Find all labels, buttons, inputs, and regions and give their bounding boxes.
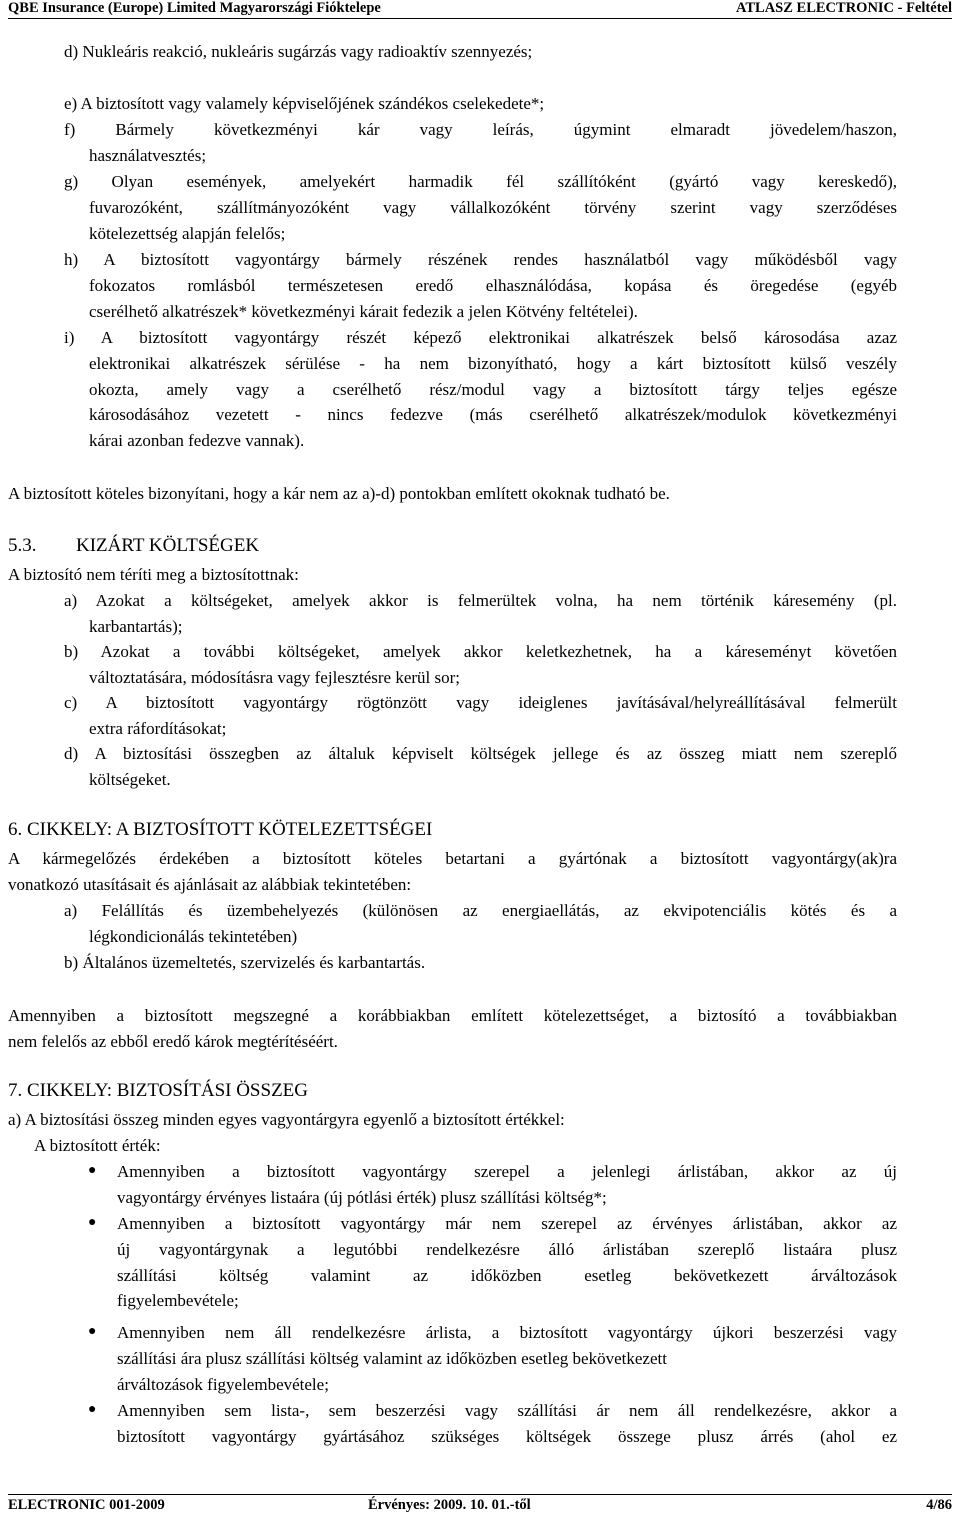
section-6-closing: Amennyiben a biztosított megszegné a korábbiakban említett kötelezettséget, a biztosító a továbbiakban nem felelős az ebből eredő károk megtérítéséért. xyxy=(8,1006,897,1051)
bullet-icon: ● xyxy=(88,1324,97,1339)
page-footer xyxy=(8,1494,952,1517)
footer-document-code: ELECTRONIC 001-2009 xyxy=(8,1497,165,1513)
section-6-intro: A kármegelőzés érdekében a biztosított köteles betartani a gyártónak a biztosított vagyontárgy(ak)ra vonatkozó utasításait és ajánlásait az alábbiak tekintetében: xyxy=(8,849,897,894)
section-5-3-heading: 5.3. KIZÁRT KÖLTSÉGEK xyxy=(8,535,260,556)
item-h: h) A biztosított vagyontárgy bármely részének rendes használatból vagy működésből vagy fokozatos romlásból természetesen eredő elhasználódása, kopása és öregedése (egyéb cserélhető alkatrészek* következményi kárait fedezik a jelen Kötvény feltételei). xyxy=(64,250,897,321)
bullet-icon: ● xyxy=(88,1215,97,1230)
insured-value-heading: A biztosított érték: xyxy=(34,1136,161,1155)
obligation-item-b: b) Általános üzemeltetés, szervizelés és karbantartás. xyxy=(64,953,426,972)
bullet-item: Amennyiben nem áll rendelkezésre árlista, a biztosított vagyontárgy újkori beszerzési vagy szállítási ára plusz szállítási költség valamint az időközben esetleg bekövetkezett árváltozások figyelembevétele; xyxy=(117,1323,897,1394)
section-7-heading: 7. CIKKELY: BIZTOSÍTÁSI ÖSSZEG xyxy=(8,1080,309,1101)
cost-item-c: c) A biztosított vagyontárgy rögtönzött vagy ideiglenes javításával/helyreállításával felmerült extra ráfordításokat; xyxy=(64,693,897,738)
section-5-3-intro: A biztosító nem téríti meg a biztosítottnak: xyxy=(8,565,299,584)
section-6-heading: 6. CIKKELY: A BIZTOSÍTOTT KÖTELEZETTSÉGEI xyxy=(8,819,433,840)
header-document: ATLASZ ELECTRONIC - Feltétel xyxy=(735,0,952,16)
proof-note: A biztosított köteles bizonyítani, hogy a kár nem az a)-d) pontokban említett okoknak tudható be. xyxy=(8,484,670,503)
bullet-item: Amennyiben a biztosított vagyontárgy szerepel a jelenlegi árlistában, akkor az új vagyontárgy érvényes listaára (új pótlási érték) plusz szállítási költség*; xyxy=(117,1162,897,1207)
cost-item-a: a) Azokat a költségeket, amelyek akkor is felmerültek volna, ha nem történik káresemény (pl. karbantartás); xyxy=(64,591,897,636)
bullet-icon: ● xyxy=(88,1163,97,1178)
bullet-item: Amennyiben sem lista-, sem beszerzési vagy szállítási ár nem áll rendelkezésre, akkor a biztosított vagyontárgy gyártásához szükséges költségek összege plusz árrés (ahol ez xyxy=(117,1401,897,1446)
obligation-item-a: a) Felállítás és üzembehelyezés (különösen az energiaellátás, az ekvipotenciális kötés és a légkondicionálás tekintetében) xyxy=(64,901,897,946)
header-company: QBE Insurance (Europe) Limited Magyarországi Fióktelepe xyxy=(8,0,381,16)
footer-validity: Érvényes: 2009. 10. 01.-től xyxy=(368,1497,531,1513)
footer-page-number: 4/86 xyxy=(926,1497,952,1513)
sum-item-a: a) A biztosítási összeg minden egyes vagyontárgyra egyenlő a biztosított értékkel: xyxy=(8,1110,565,1129)
item-f: f) Bármely következményi kár vagy leírás, úgymint elmaradt jövedelem/haszon, használatvesztés; xyxy=(64,120,897,165)
item-d: d) Nukleáris reakció, nukleáris sugárzás vagy radioaktív szennyezés; xyxy=(64,42,533,61)
page-header xyxy=(8,0,952,19)
item-g: g) Olyan események, amelyekért harmadik fél szállítóként (gyártó vagy kereskedő), fuvarozóként, szállítmányozóként vagy vállalkozóként törvény szerint vagy szerződéses kötelezettség alapján felelős; xyxy=(64,172,897,243)
bullet-item: Amennyiben a biztosított vagyontárgy már nem szerepel az érvényes árlistában, akkor az új vagyontárgynak a legutóbbi rendelkezésre álló árlistában szereplő listaára plusz szállítási költség valamint az időközben esetleg bekövetkezett árváltozások figyelembevétele; xyxy=(117,1214,897,1311)
item-i: i) A biztosított vagyontárgy részét képező elektronikai alkatrészek belső károsodása azaz elektronikai alkatrészek sérülése - ha nem bizonyítható, hogy a kárt biztosított külső veszély okozta, amely vagy a cserélhető rész/modul vagy a biztosított tárgy teljes egésze károsodásához vezetett - nincs fedezve (más cserélhető alkatrészek/modulok következményi kárai azonban fedezve vannak). xyxy=(64,328,897,451)
item-e: e) A biztosított vagy valamely képviselőjének szándékos cselekedete*; xyxy=(64,94,545,113)
bullet-icon: ● xyxy=(88,1402,97,1417)
cost-item-b: b) Azokat a további költségeket, amelyek akkor keletkezhetnek, ha a káreseményt követően változtatására, módosításra vagy fejlesztésre kerül sor; xyxy=(64,642,897,687)
cost-item-d: d) A biztosítási összegben az általuk képviselt költségek jellege és az összeg miatt nem szereplő költségeket. xyxy=(64,744,897,789)
